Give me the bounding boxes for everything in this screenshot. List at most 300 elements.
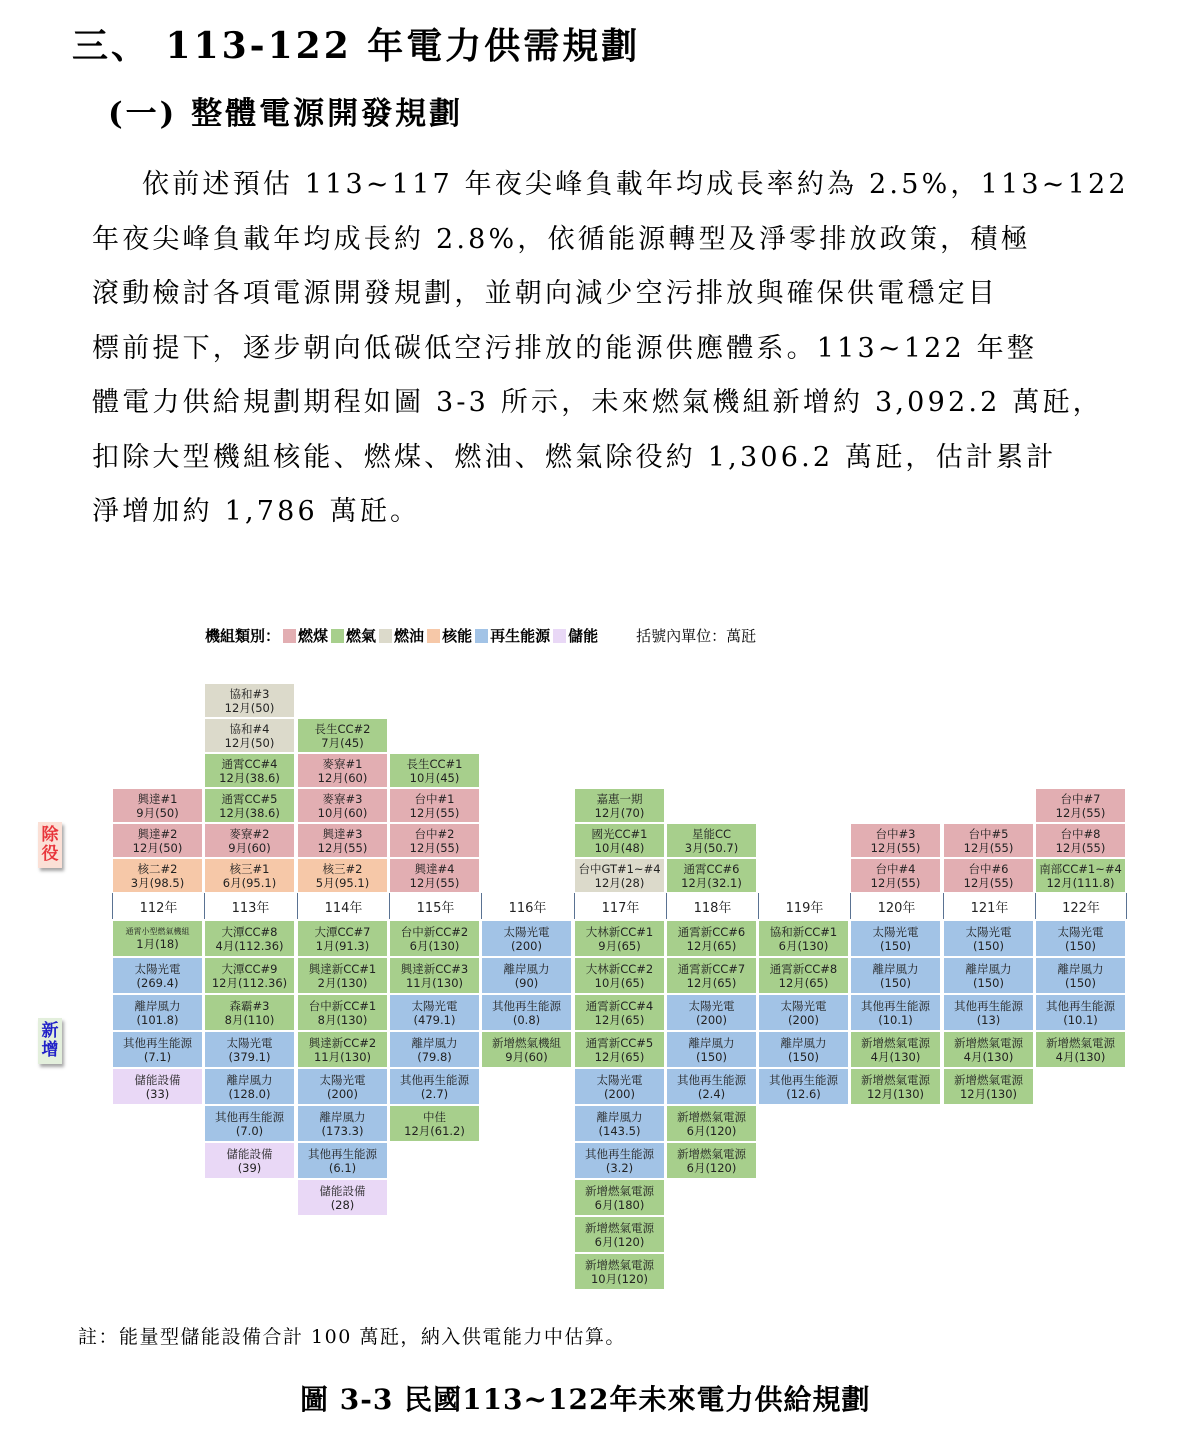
year-header: 116年 [481,893,573,919]
unit-block-gas [574,823,665,858]
unit-detail: 10月(120) [590,1271,649,1286]
unit-name: 其他再生能源 [308,1146,377,1161]
unit-block-renew [850,920,941,957]
unit-detail: 12月(60) [317,770,368,785]
unit-block-gas [389,753,480,788]
unit-block-coal [297,788,388,823]
unit-detail: 12月(111.8) [1046,875,1115,890]
unit-name: 新增燃氣電源 [677,1109,746,1124]
unit-block-renew [112,957,203,994]
add-tag [38,1018,62,1064]
year-header: 113年 [204,893,296,919]
unit-detail: 12月(50) [132,840,183,855]
unit-name: 通霄小型燃氣機組 [125,927,190,936]
unit-name: 新增燃氣電源 [585,1257,654,1272]
unit-detail: (2.4) [697,1086,726,1101]
unit-detail: (150) [1065,938,1096,953]
unit-name: 星能CC [691,826,732,841]
legend-swatch-oil [379,629,392,643]
unit-block-renew [481,994,572,1031]
unit-name: 離岸風力 [780,1035,827,1050]
unit-block-gas [666,1105,757,1142]
year-header: 122年 [1035,893,1127,919]
unit-name: 新增燃氣電源 [954,1035,1023,1050]
unit-detail: (200) [788,1012,819,1027]
unit-detail: (7.1) [143,1049,172,1064]
unit-name: 其他再生能源 [1046,998,1115,1013]
unit-name: 台中#6 [968,861,1009,876]
unit-name: 台中#8 [1060,826,1101,841]
unit-block-renew [758,1068,849,1105]
unit-name: 新增燃氣電源 [1046,1035,1115,1050]
figure-note: 註：能量型儲能設備合計 100 萬瓩，納入供電能力中估算。 [78,1326,626,1348]
unit-detail: 4月(112.36) [215,938,284,953]
unit-name: 通霄CC#4 [221,756,278,771]
paragraph-line: 淨增加約 1,786 萬瓩。 [92,496,421,527]
unit-detail: 6月(95.1) [222,875,277,890]
unit-detail: 12月(28) [594,875,645,890]
unit-name: 台中#5 [968,826,1009,841]
unit-detail: 9月(60) [228,840,271,855]
unit-name: 大林新CC#2 [585,961,654,976]
unit-name: 其他再生能源 [677,1072,746,1087]
unit-block-renew [204,1068,295,1105]
unit-block-gas [204,957,295,994]
unit-name: 中佳 [423,1109,446,1124]
unit-block-gas [574,957,665,994]
unit-block-gas [297,957,388,994]
legend-item-oil: 燃油 [394,627,425,645]
unit-name: 其他再生能源 [861,998,930,1013]
unit-block-gas [574,1031,665,1068]
unit-name: 太陽光電 [596,1072,643,1087]
unit-detail: (379.1) [228,1049,271,1064]
unit-detail: (173.3) [321,1123,364,1138]
body-paragraph [92,158,1132,540]
unit-block-oil [204,718,295,753]
unit-block-renew [389,994,480,1031]
legend-label: 機組類別： [205,627,281,645]
unit-name: 其他再生能源 [123,1035,192,1050]
add-tag-char: 增 [41,1040,59,1060]
unit-name: 通霄CC#5 [221,791,278,806]
unit-detail: 6月(120) [686,1160,737,1175]
unit-block-renew [850,957,941,994]
unit-detail: (101.8) [136,1012,179,1027]
unit-block-coal [943,823,1034,858]
unit-block-gas [574,1253,665,1290]
unit-detail: (150) [1065,975,1096,990]
unit-detail: 12月(61.2) [404,1123,465,1138]
unit-block-coal [297,823,388,858]
unit-block-gas [666,858,757,893]
unit-detail: (39) [237,1160,262,1175]
retire-tag-char: 除 [41,825,59,845]
unit-block-coal [297,753,388,788]
unit-detail: 6月(120) [686,1123,737,1138]
unit-name: 台中#3 [875,826,916,841]
unit-block-gas [204,788,295,823]
unit-name: 新增燃氣電源 [954,1072,1023,1087]
unit-block-gas [297,994,388,1031]
unit-name: 核二#2 [137,861,178,876]
unit-block-coal [112,823,203,858]
unit-detail: (479.1) [413,1012,456,1027]
year-header: 115年 [389,893,481,919]
unit-detail: (10.1) [1063,1012,1098,1027]
unit-note: 括號內單位：萬瓩 [636,627,757,645]
legend-item-renew: 再生能源 [490,627,551,645]
unit-block-coal [1035,823,1126,858]
unit-name: 新增燃氣電源 [861,1072,930,1087]
unit-block-nuclear [112,858,203,893]
unit-block-renew [1035,994,1126,1031]
unit-name: 其他再生能源 [492,998,561,1013]
unit-block-storage [204,1142,295,1179]
figure-caption: 圖 3-3 民國113~122年未來電力供給規劃 [300,1383,871,1416]
unit-block-gas [1035,858,1126,893]
unit-block-gas [574,994,665,1031]
unit-detail: (200) [511,938,542,953]
unit-block-renew [666,1068,757,1105]
unit-detail: (7.0) [235,1123,264,1138]
unit-block-renew [389,1068,480,1105]
unit-block-renew [112,1031,203,1068]
unit-name: 離岸風力 [226,1072,273,1087]
unit-detail: 9月(60) [505,1049,548,1064]
unit-name: 新增燃氣機組 [492,1035,561,1050]
unit-block-gas [943,1068,1034,1105]
legend-swatch-nuclear [427,629,440,643]
unit-detail: 12月(112.36) [211,975,288,990]
unit-detail: 12月(55) [317,840,368,855]
unit-detail: 10月(60) [317,805,368,820]
unit-detail: 12月(50) [224,735,275,750]
unit-detail: (150) [973,975,1004,990]
legend-swatch-renew [475,629,488,643]
unit-detail: (3.2) [605,1160,634,1175]
unit-detail: 3月(98.5) [130,875,185,890]
legend-item-gas: 燃氣 [346,627,377,645]
unit-detail: 12月(32.1) [681,875,742,890]
unit-block-gas [574,1216,665,1253]
unit-block-storage [297,1179,388,1216]
unit-detail: 10月(65) [594,975,645,990]
unit-block-coal [1035,788,1126,823]
paragraph-line: 標前提下，逐步朝向低碳低空污排放的能源供應體系。113~122 年整 [92,332,1038,364]
unit-detail: 12月(65) [594,1049,645,1064]
unit-block-renew [204,1105,295,1142]
unit-name: 麥寮#1 [322,756,363,771]
unit-detail: (90) [514,975,539,990]
unit-detail: 8月(130) [317,1012,368,1027]
unit-detail: 12月(38.6) [219,770,280,785]
unit-name: 國光CC#1 [591,826,648,841]
unit-name: 長生CC#1 [406,756,463,771]
unit-name: 南部CC#1~#4 [1039,861,1122,876]
unit-block-coal [112,788,203,823]
year-header: 119年 [758,893,850,919]
unit-name: 長生CC#2 [314,721,371,736]
unit-name: 離岸風力 [503,961,550,976]
unit-name: 大潭CC#9 [221,961,278,976]
unit-detail: 4月(130) [870,1049,921,1064]
unit-name: 其他再生能源 [400,1072,469,1087]
unit-detail: (269.4) [136,975,179,990]
unit-detail: 10月(45) [409,770,460,785]
paragraph-line: 滾動檢討各項電源開發規劃，並朝向減少空污排放與確保供電穩定目 [92,278,998,309]
unit-name: 森霸#3 [229,998,270,1013]
unit-detail: 12月(55) [409,805,460,820]
unit-block-renew [943,920,1034,957]
unit-block-renew [943,957,1034,994]
unit-block-renew [943,994,1034,1031]
unit-name: 興達#2 [137,826,178,841]
unit-name: 通霄新CC#4 [585,998,654,1013]
unit-detail: (200) [696,1012,727,1027]
unit-detail: 12月(130) [866,1086,925,1101]
unit-name: 太陽光電 [411,998,458,1013]
paragraph-line: 年夜尖峰負載年均成長約 2.8%，依循能源轉型及淨零排放政策，積極 [92,223,1031,255]
unit-detail: 12月(55) [963,840,1014,855]
unit-name: 離岸風力 [872,961,919,976]
unit-name: 麥寮#3 [322,791,363,806]
unit-block-gas [297,1031,388,1068]
unit-block-coal [943,858,1034,893]
unit-name: 離岸風力 [319,1109,366,1124]
retire-tag [38,822,62,868]
unit-block-renew [1035,957,1126,994]
unit-detail: 1月(91.3) [315,938,370,953]
unit-detail: 1月(18) [136,937,179,951]
unit-block-gas [850,1031,941,1068]
unit-name: 太陽光電 [134,961,181,976]
unit-block-renew [574,1105,665,1142]
unit-block-renew [574,1068,665,1105]
unit-detail: 12月(38.6) [219,805,280,820]
unit-block-renew [389,1031,480,1068]
add-tag-char: 新 [41,1021,59,1041]
unit-name: 興達新CC#3 [400,961,469,976]
unit-detail: 10月(48) [594,840,645,855]
unit-name: 興達#1 [137,791,178,806]
unit-detail: 9月(65) [598,938,641,953]
unit-block-gas [666,957,757,994]
legend-swatch-storage [553,629,566,643]
unit-detail: 12月(55) [409,875,460,890]
unit-detail: 3月(50.7) [684,840,739,855]
unit-block-gas [943,1031,1034,1068]
unit-block-renew [481,920,572,957]
unit-detail: (200) [327,1086,358,1101]
unit-block-renew [112,994,203,1031]
unit-detail: (79.8) [417,1049,452,1064]
unit-detail: 2月(130) [317,975,368,990]
year-header: 114年 [297,893,389,919]
unit-block-renew [297,1068,388,1105]
unit-name: 離岸風力 [965,961,1012,976]
unit-block-gas [574,788,665,823]
unit-detail: (150) [973,938,1004,953]
unit-name: 大潭CC#7 [314,924,371,939]
unit-block-coal [389,788,480,823]
unit-block-coal [850,823,941,858]
unit-name: 核三#1 [229,861,270,876]
unit-name: 新增燃氣電源 [585,1183,654,1198]
unit-name: 其他再生能源 [769,1072,838,1087]
unit-name: 新增燃氣電源 [861,1035,930,1050]
unit-block-nuclear [204,858,295,893]
section-title: 三、 113-122 年電力供需規劃 [72,25,641,67]
unit-name: 太陽光電 [226,1035,273,1050]
legend-swatch-coal [283,629,296,643]
unit-name: 太陽光電 [965,924,1012,939]
unit-detail: 12月(130) [959,1086,1018,1101]
paragraph-line: 依前述預估 113~117 年夜尖峰負載年均成長率約為 2.5%，113~122 [142,169,1129,200]
unit-detail: (33) [145,1086,170,1101]
unit-name: 嘉惠一期 [596,791,643,806]
unit-name: 核三#2 [322,861,363,876]
legend-item-nuclear: 核能 [442,627,473,645]
unit-name: 大潭CC#8 [221,924,278,939]
unit-detail: 12月(55) [1055,840,1106,855]
unit-detail: 11月(130) [405,975,464,990]
unit-detail: 12月(55) [870,840,921,855]
unit-block-gas [850,1068,941,1105]
unit-name: 興達新CC#1 [308,961,377,976]
unit-block-renew [574,1142,665,1179]
unit-name: 台中新CC#2 [400,924,469,939]
unit-name: 興達新CC#2 [308,1035,377,1050]
year-header: 121年 [943,893,1035,919]
unit-block-gas [574,1179,665,1216]
unit-name: 太陽光電 [1057,924,1104,939]
unit-name: 太陽光電 [872,924,919,939]
unit-block-gas [204,920,295,957]
unit-detail: (2.7) [420,1086,449,1101]
unit-name: 麥寮#2 [229,826,270,841]
unit-detail: 12月(55) [409,840,460,855]
unit-block-renew [666,1031,757,1068]
unit-detail: (13) [976,1012,1001,1027]
unit-detail: 4月(130) [1055,1049,1106,1064]
legend-item-coal: 燃煤 [298,627,329,645]
year-header: 117年 [574,893,666,919]
unit-name: 協和#4 [229,721,270,736]
unit-name: 台中#1 [414,791,455,806]
unit-block-renew [758,994,849,1031]
unit-block-coal [850,858,941,893]
year-header: 118年 [666,893,758,919]
unit-detail: 12月(65) [594,1012,645,1027]
unit-block-renew [850,994,941,1031]
unit-detail: (143.5) [598,1123,641,1138]
unit-name: 台中新CC#1 [308,998,377,1013]
unit-block-gas [297,920,388,957]
unit-name: 通霄新CC#7 [677,961,746,976]
unit-name: 太陽光電 [780,998,827,1013]
unit-block-gas [1035,1031,1126,1068]
unit-block-gas [758,920,849,957]
paragraph-line: 扣除大型機組核能、燃煤、燃油、燃氣除役約 1,306.2 萬瓩，估計累計 [92,441,1057,473]
unit-block-gas [389,957,480,994]
unit-detail: 9月(50) [136,805,179,820]
unit-detail: 12月(55) [963,875,1014,890]
unit-detail: 4月(130) [963,1049,1014,1064]
unit-block-gas [112,920,203,957]
unit-block-renew [1035,920,1126,957]
unit-detail: 8月(110) [224,1012,275,1027]
unit-detail: (150) [696,1049,727,1064]
unit-detail: 12月(70) [594,805,645,820]
unit-name: 協和#3 [229,686,270,701]
unit-block-coal [204,823,295,858]
unit-detail: (150) [880,938,911,953]
retire-tag-char: 役 [41,844,59,864]
unit-detail: 12月(65) [686,975,737,990]
unit-block-gas [574,920,665,957]
unit-block-coal [389,823,480,858]
unit-block-gas [666,823,757,858]
unit-block-oil [204,683,295,718]
unit-name: 通霄新CC#8 [769,961,838,976]
unit-block-nuclear [297,858,388,893]
unit-block-gas [666,1142,757,1179]
unit-detail: (150) [788,1049,819,1064]
unit-name: 興達#3 [322,826,363,841]
year-header: 120年 [850,893,942,919]
unit-block-gas [666,920,757,957]
unit-block-gas [758,957,849,994]
unit-detail: (10.1) [878,1012,913,1027]
unit-block-gas [297,718,388,753]
unit-name: 通霄新CC#5 [585,1035,654,1050]
unit-name: 台中GT#1~#4 [578,861,661,876]
unit-detail: 5月(95.1) [315,875,370,890]
unit-name: 儲能設備 [134,1072,181,1087]
unit-block-gas [204,994,295,1031]
unit-name: 儲能設備 [319,1183,366,1198]
unit-name: 離岸風力 [134,998,181,1013]
unit-detail: 6月(130) [409,938,460,953]
unit-name: 大林新CC#1 [585,924,654,939]
unit-block-gas [389,1105,480,1142]
unit-block-gas [481,1031,572,1068]
unit-detail: 12月(55) [870,875,921,890]
unit-block-gas [204,753,295,788]
unit-name: 離岸風力 [688,1035,735,1050]
unit-detail: (128.0) [228,1086,271,1101]
unit-name: 離岸風力 [1057,961,1104,976]
unit-detail: 6月(130) [778,938,829,953]
paragraph-line: 體電力供給規劃期程如圖 3-3 所示，未來燃氣機組新增約 3,092.2 萬瓩， [92,387,1103,418]
unit-block-renew [297,1142,388,1179]
unit-block-oil [574,858,665,893]
unit-block-coal [389,858,480,893]
unit-detail: 12月(50) [224,700,275,715]
unit-detail: 6月(180) [594,1197,645,1212]
unit-block-renew [758,1031,849,1068]
unit-name: 太陽光電 [503,924,550,939]
unit-block-storage [112,1068,203,1105]
unit-name: 通霄CC#6 [683,861,740,876]
unit-name: 台中#2 [414,826,455,841]
unit-detail: 7月(45) [321,735,364,750]
unit-detail: 12月(65) [778,975,829,990]
figure-legend [205,625,756,646]
unit-detail: (200) [604,1086,635,1101]
unit-name: 興達#4 [414,861,455,876]
